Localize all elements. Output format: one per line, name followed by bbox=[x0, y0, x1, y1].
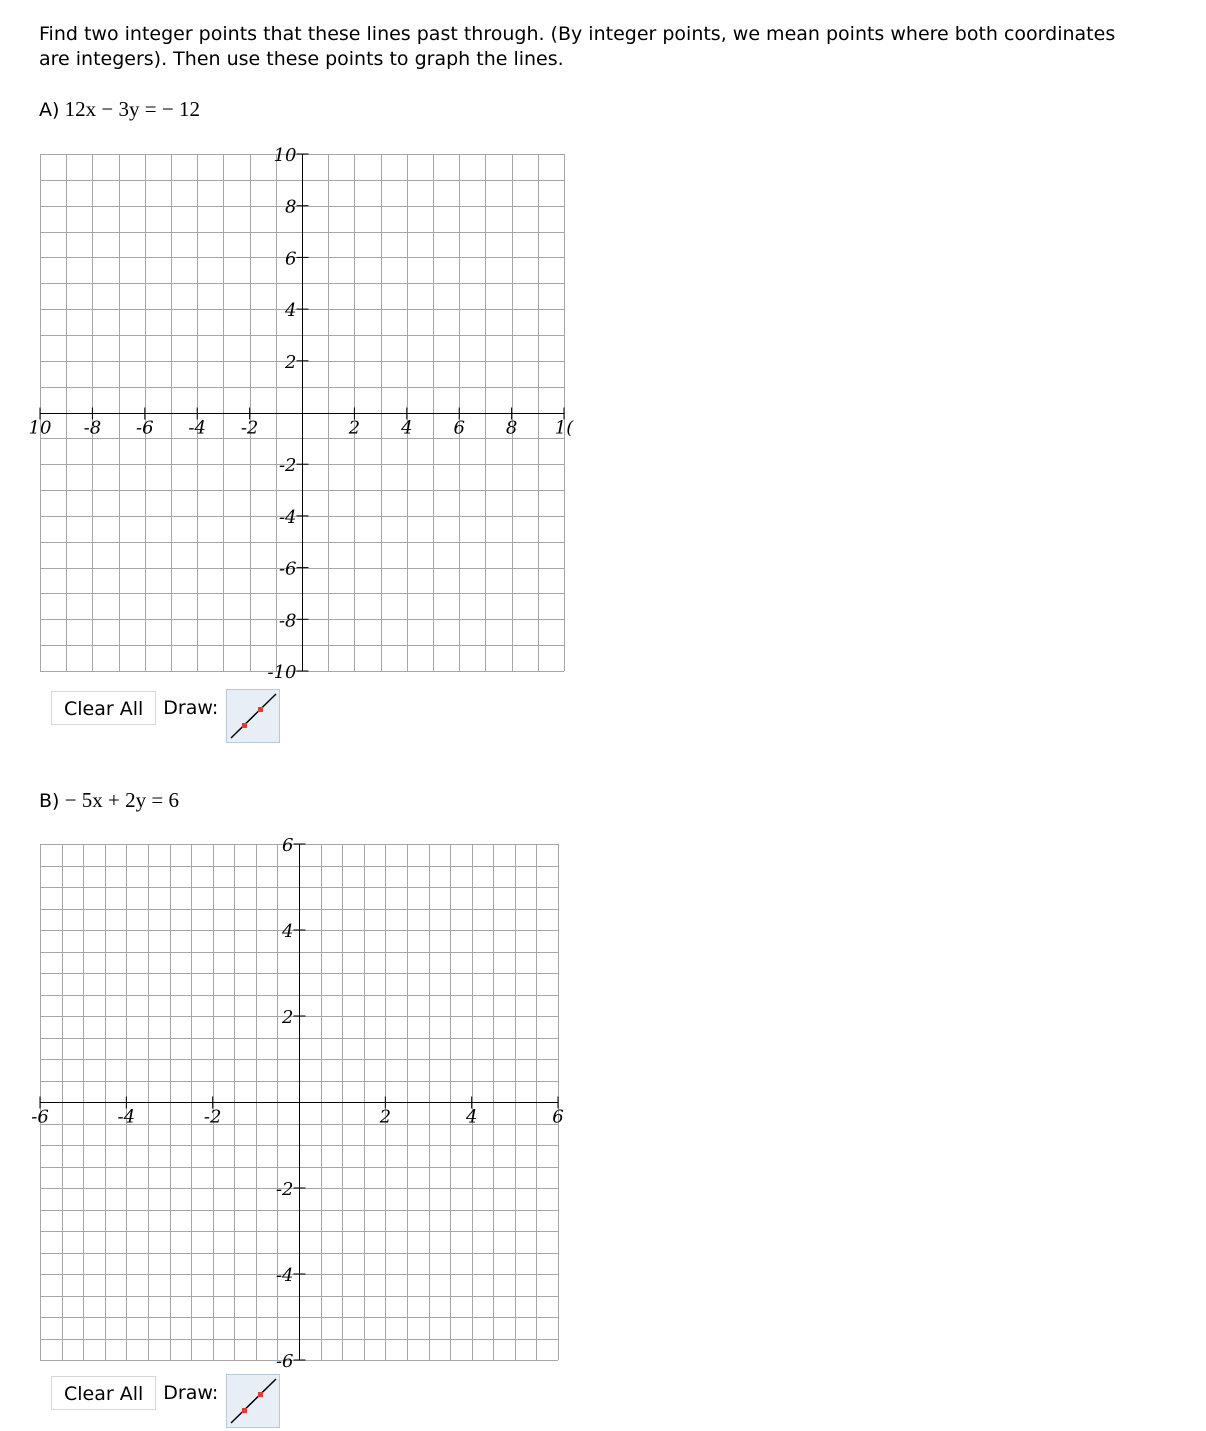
graph-b-x-tick-label: -2 bbox=[203, 1106, 222, 1128]
graph-a-canvas[interactable] bbox=[28, 145, 574, 683]
graph-b-y-tick-label: -4 bbox=[275, 1265, 294, 1286]
graph-a-x-tick-label: -8 bbox=[83, 417, 102, 439]
graph-b-x-tick-label: 2 bbox=[379, 1106, 392, 1128]
graph-a-y-tick-label: -4 bbox=[278, 506, 297, 528]
graph-b-canvas[interactable] bbox=[31, 835, 564, 1372]
graph-a-y-tick-label: -6 bbox=[278, 558, 297, 580]
graph-a-x-tick-label: -6 bbox=[136, 417, 154, 439]
problem-a-equation: 12x − 3y = − 12 bbox=[64, 97, 200, 121]
line-tool-button-a[interactable] bbox=[226, 689, 280, 743]
draw-label-b: Draw: bbox=[163, 1382, 219, 1404]
graph-a-x-tick-label: 4 bbox=[401, 417, 413, 439]
graph-a-x-tick-label: 8 bbox=[505, 417, 518, 439]
graph-b-controls bbox=[51, 1375, 280, 1411]
graph-b-y-tick-label: -2 bbox=[275, 1179, 294, 1200]
problem-a-label bbox=[39, 97, 200, 122]
graph-a-controls bbox=[51, 690, 280, 726]
graph-a-y-tick-label: 8 bbox=[285, 196, 297, 218]
graph-a-x-tick-label: -2 bbox=[240, 417, 259, 439]
graph-a-x-tick-label: 10 bbox=[28, 417, 52, 439]
graph-a-x-tick-label: 6 bbox=[453, 417, 465, 439]
graph-a-x-tick-label: 1( bbox=[554, 417, 574, 439]
graph-b-y-tick-label: 4 bbox=[282, 921, 294, 942]
problem-b-label bbox=[39, 788, 179, 813]
graph-b-x-tick-label: 4 bbox=[465, 1106, 478, 1128]
instructions-text: Find two integer points that these lines past through. (By integer points, we mean points where both coordinates are integers). Then use these points to graph the lines. bbox=[39, 23, 1116, 70]
problem-b-letter: B) bbox=[39, 790, 60, 812]
graph-b[interactable] bbox=[31, 835, 564, 1372]
graph-b-x-tick-label: 6 bbox=[552, 1106, 564, 1128]
line-tool-icon bbox=[227, 690, 279, 742]
graph-b-x-tick-label: -4 bbox=[117, 1106, 136, 1128]
graph-a-y-tick-label: -8 bbox=[278, 610, 297, 632]
clear-all-button-a[interactable]: Clear All bbox=[51, 691, 156, 725]
graph-a-y-tick-label: 6 bbox=[285, 248, 297, 270]
graph-b-y-tick-label: 6 bbox=[282, 835, 294, 856]
line-tool-icon bbox=[227, 1375, 279, 1427]
draw-label-a: Draw: bbox=[163, 697, 219, 719]
line-tool-button-b[interactable] bbox=[226, 1374, 280, 1428]
problem-b-equation: − 5x + 2y = 6 bbox=[64, 788, 179, 812]
graph-a-y-tick-label: -10 bbox=[267, 662, 297, 683]
graph-b-y-tick-label: 2 bbox=[282, 1007, 294, 1028]
graph-a-x-tick-label: -4 bbox=[188, 417, 206, 439]
graph-a-y-tick-label: 2 bbox=[285, 351, 297, 373]
graph-b-y-tick-label: -6 bbox=[275, 1351, 294, 1372]
clear-all-button-b[interactable]: Clear All bbox=[51, 1376, 156, 1410]
graph-a-y-tick-label: -2 bbox=[278, 455, 297, 477]
graph-a-x-tick-label: 2 bbox=[348, 417, 361, 439]
problem-a-letter: A) bbox=[39, 99, 60, 121]
graph-a-y-tick-label: 10 bbox=[273, 145, 297, 166]
graph-a-y-tick-label: 4 bbox=[285, 300, 297, 322]
graph-a[interactable] bbox=[28, 145, 574, 683]
graph-b-x-tick-label: -6 bbox=[31, 1106, 49, 1128]
